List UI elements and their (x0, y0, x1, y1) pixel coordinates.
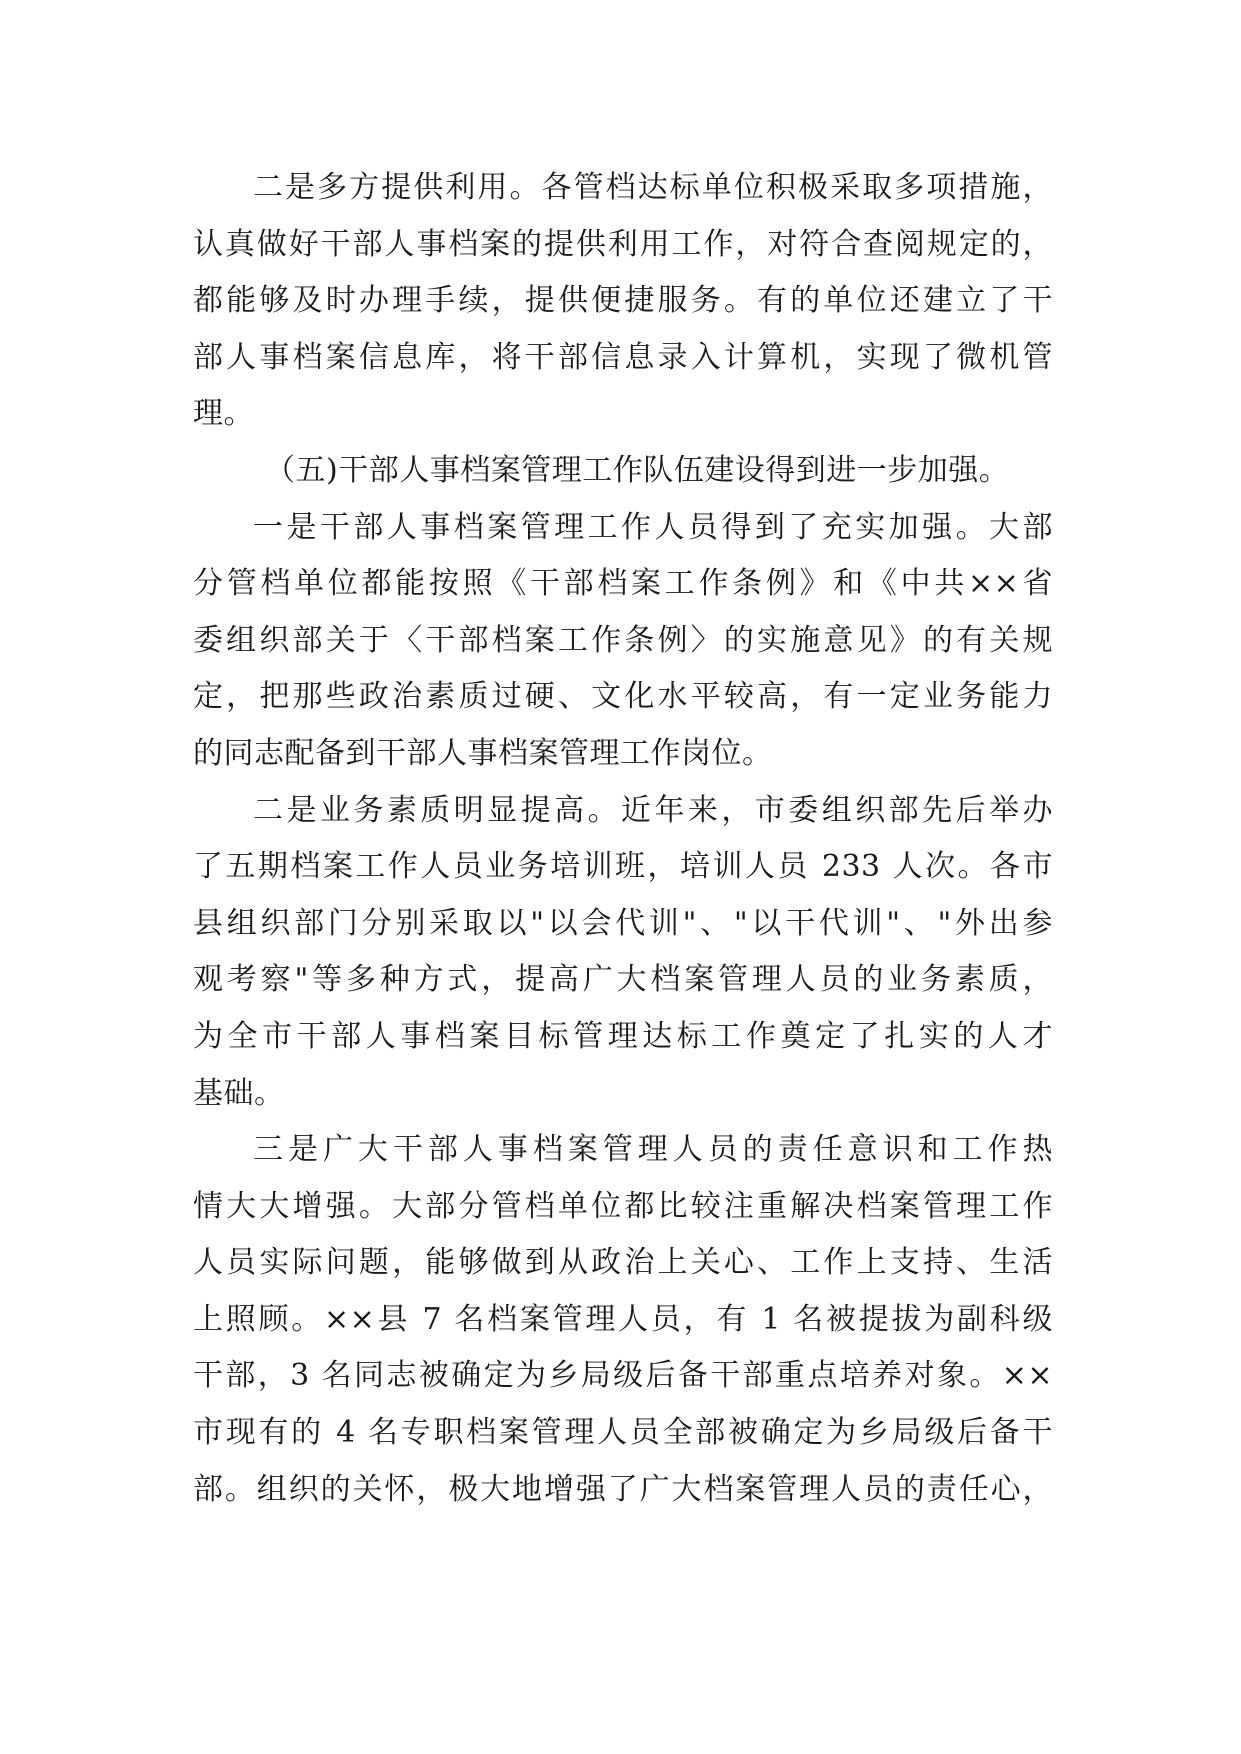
text-line: 二是业务素质明显提高。近年来，市委组织部先后举办 (253, 792, 1053, 828)
paragraph-responsibility-enhanced (193, 1122, 1053, 1518)
text-line: 都能够及时办理手续，提供便捷服务。有的单位还建立了干 (193, 283, 1053, 319)
document-body (193, 160, 1053, 1518)
text-line: 部人事档案信息库，将干部信息录入计算机，实现了微机管 (193, 339, 1053, 375)
text-line: 分管档单位都能按照《干部档案工作条例》和《中共××省 (193, 566, 1053, 602)
text-line: 干部，3 名同志被确定为乡局级后备干部重点培养对象。×× (193, 1358, 1053, 1394)
text-line: 认真做好干部人事档案的提供利用工作，对符合查阅规定的， (193, 226, 1053, 262)
text-line: 人员实际问题，能够做到从政治上关心、工作上支持、生活 (193, 1245, 1053, 1281)
paragraph-quality-improved (193, 783, 1053, 1123)
text-line: 了五期档案工作人员业务培训班，培训人员 233 人次。各市 (193, 849, 1053, 885)
text-line: 为全市干部人事档案目标管理达标工作奠定了扎实的人才 (193, 1018, 1053, 1054)
text-line: 三是广大干部人事档案管理人员的责任意识和工作热 (253, 1132, 1053, 1168)
text-line: 委组织部关于〈干部档案工作条例〉的实施意见》的有关规 (193, 622, 1053, 658)
text-line: 部。组织的关怀，极大地增强了广大档案管理人员的责任心， (193, 1471, 1053, 1507)
text-line: 二是多方提供利用。各管档达标单位积极采取多项措施， (253, 170, 1053, 205)
text-line: 定，把那些政治素质过硬、文化水平较高，有一定业务能力 (193, 679, 1053, 715)
text-line: 一是干部人事档案管理工作人员得到了充实加强。大部 (253, 509, 1053, 545)
text-line: 上照顾。××县 7 名档案管理人员，有 1 名被提拔为副科级 (193, 1301, 1053, 1337)
text-line: 基础。 (193, 1075, 285, 1111)
text-line: 观考察"等多种方式，提高广大档案管理人员的业务素质， (193, 962, 1053, 998)
section-heading-text: （五)干部人事档案管理工作队伍建设得到进一步加强。 (265, 452, 1010, 488)
text-line: 情大大增强。大部分管档单位都比较注重解决档案管理工作 (193, 1188, 1053, 1224)
text-line: 的同志配备到干部人事档案管理工作岗位。 (193, 735, 773, 771)
text-line: 县组织部门分别采取以"以会代训"、"以干代训"、"外出参 (193, 905, 1053, 941)
paragraph-provide-utilization (193, 160, 1053, 443)
text-line: 理。 (193, 396, 254, 432)
section-heading-five (193, 443, 1053, 500)
text-line: 市现有的 4 名专职档案管理人员全部被确定为乡局级后备干 (193, 1415, 1053, 1451)
paragraph-staff-strengthened (193, 500, 1053, 783)
